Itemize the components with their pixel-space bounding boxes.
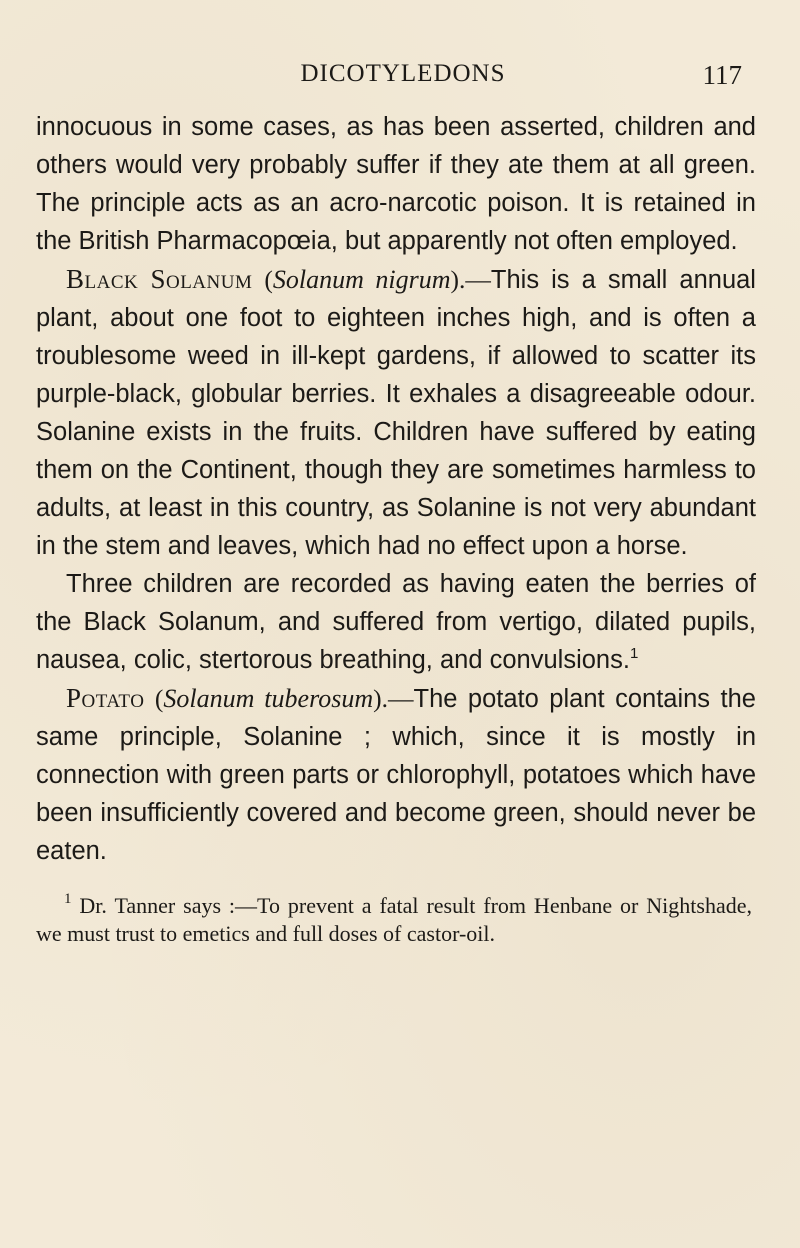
paragraph-continued: innocuous in some cases, as has been asserted, children and others would very probably suffer if they ate them at all green. The principle acts as an acro-narcotic poison. It is retained in the British Pharmacopœia, but apparently not often employed. <box>36 113 756 255</box>
em-dash: — <box>465 265 491 294</box>
entry-text-black-solanum: This is a small annual plant, about one foot to eighteen inches high, and is often a troublesome weed in ill-kept gardens, if allowed to scatter its purple-black, globular berries. It exhales a disagreeable odour. Solanine exists in the fruits. Children have suffered by eating them on the Continent, though they are sometimes harmless to adults, at least in this country, as Solanine is not very abundant in the stem and leaves, which had no effect upon a horse. <box>36 266 756 560</box>
paragraph-three-children <box>36 565 756 679</box>
paren-close: ). <box>373 684 388 713</box>
running-head <box>36 52 770 92</box>
paragraph-black-solanum <box>36 260 756 565</box>
running-title: DICOTYLEDONS <box>300 60 506 87</box>
latin-name-solanum-nigrum: Solanum nigrum <box>272 265 451 294</box>
page-number: 117 <box>702 60 742 90</box>
footnote <box>36 892 752 948</box>
latin-name-solanum-tuberosum: Solanum tuberosum <box>163 684 374 713</box>
paren-open: ( <box>154 684 164 713</box>
footnote-text: Dr. Tanner says :—To prevent a fatal result from Henbane or Nightshade, we must trust to emetics and full doses of castor-oil. <box>36 893 752 946</box>
entry-text-potato: The potato plant contains the same principle, Solanine ; which, since it is mostly in connection with green parts or chlorophyll, potatoes which have been insufficiently covered and become green, should never be eaten. <box>36 685 756 865</box>
body-text <box>36 108 756 870</box>
entry-heading-potato: Potato <box>66 683 145 713</box>
entry-heading-black-solanum: Black Solanum <box>66 264 253 294</box>
paren-open: ( <box>264 265 273 294</box>
paren-close: ). <box>450 265 466 294</box>
footnote-marker: 1 <box>64 891 72 907</box>
em-dash: — <box>388 684 414 713</box>
paragraph-text: Three children are recorded as having eaten the berries of the Black Solanum, and suffered from vertigo, dilated pupils, nausea, colic, stertorous breathing, and convulsions. <box>36 570 756 674</box>
footnote-reference: 1 <box>629 645 639 662</box>
paragraph-potato <box>36 679 756 870</box>
